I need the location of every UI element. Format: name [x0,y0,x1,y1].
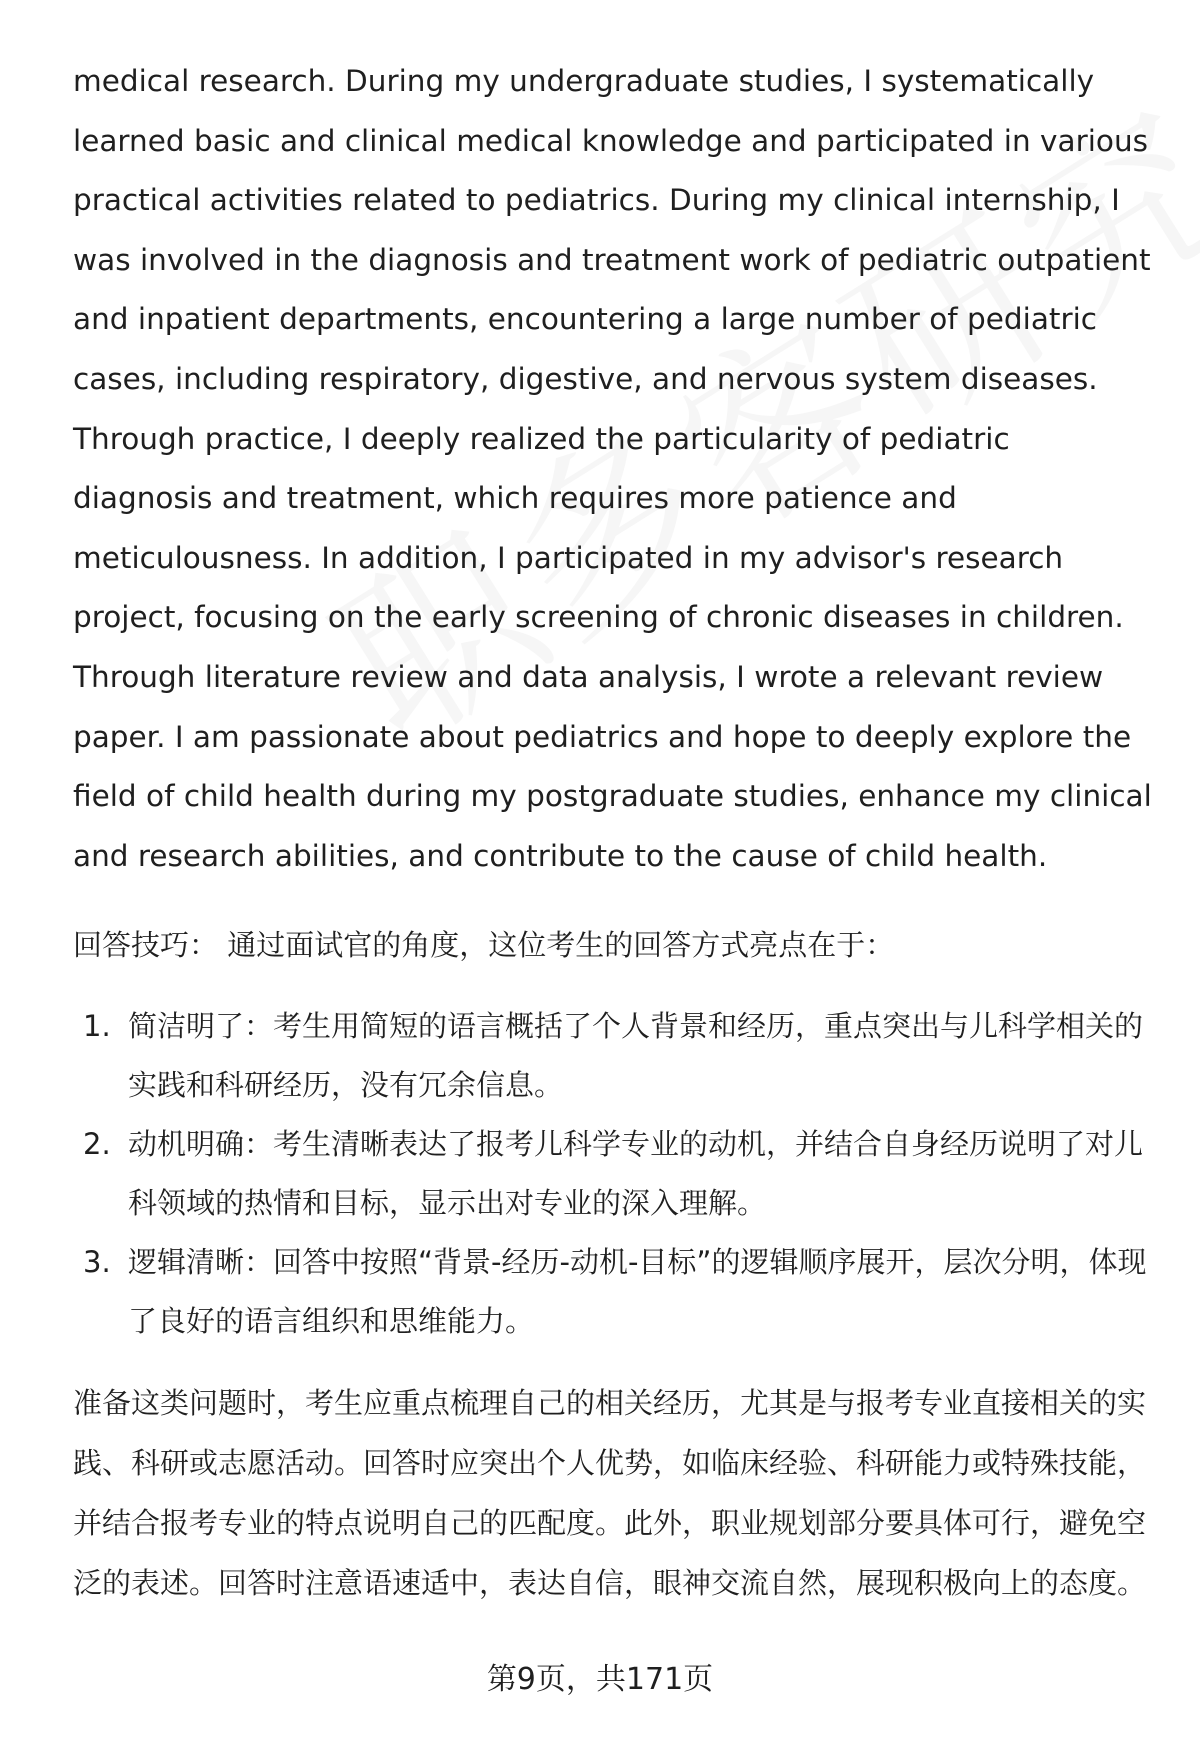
document-page [73,52,1153,1613]
page-number-footer: 第9页，共171页 [486,1662,714,1697]
tips-list [73,997,1153,1351]
list-item [73,997,1153,1115]
tips-heading: 回答技巧： 通过面试官的角度，这位考生的回答方式亮点在于： [73,928,895,963]
list-item-number: 2. [83,1127,111,1162]
list-item [73,1115,1153,1233]
list-item-number: 1. [83,1009,111,1044]
list-item-text: 逻辑清晰：回答中按照“背景-经历-动机-目标”的逻辑顺序展开，层次分明，体现了良好的语言组织和思维能力。 [128,1245,1147,1339]
list-item [73,1233,1153,1351]
english-answer-paragraph: medical research. During my undergraduate studies, I systematically learned basic and clinical medical knowledge and participated in various practical activities related to pediatrics. During my clinical internship, I was involved in the diagnosis and treatment work of pediatric outpatient and inpatient departments, encountering a large number of pediatric cases, including respiratory, digestive, and nervous system diseases. Through practice, I deeply realized the particularity of pediatric diagnosis and treatment, which requires more patience and meticulousness. In addition, I participated in my advisor's research project, focusing on the early screening of chronic diseases in children. Through literature review and data analysis, I wrote a relevant review paper. I am passionate about pediatrics and hope to deeply explore the field of child health during my postgraduate studies, enhance my clinical and research abilities, and contribute to the cause of child health. [73,64,1152,873]
list-item-text: 简洁明了：考生用简短的语言概括了个人背景和经历，重点突出与儿科学相关的实践和科研经历，没有冗余信息。 [128,1009,1144,1103]
list-item-text: 动机明确：考生清晰表达了报考儿科学专业的动机，并结合自身经历说明了对儿科领域的热情和目标，显示出对专业的深入理解。 [128,1127,1144,1221]
summary-paragraph: 准备这类问题时，考生应重点梳理自己的相关经历，尤其是与报考专业直接相关的实践、科研或志愿活动。回答时应突出个人优势，如临床经验、科研能力或特殊技能，并结合报考专业的特点说明自己的匹配度。此外，职业规划部分要具体可行，避免空泛的表述。回答时注意语速适中，表达自信，眼神交流自然，展现积极向上的态度。 [73,1386,1147,1601]
list-item-number: 3. [83,1245,111,1280]
